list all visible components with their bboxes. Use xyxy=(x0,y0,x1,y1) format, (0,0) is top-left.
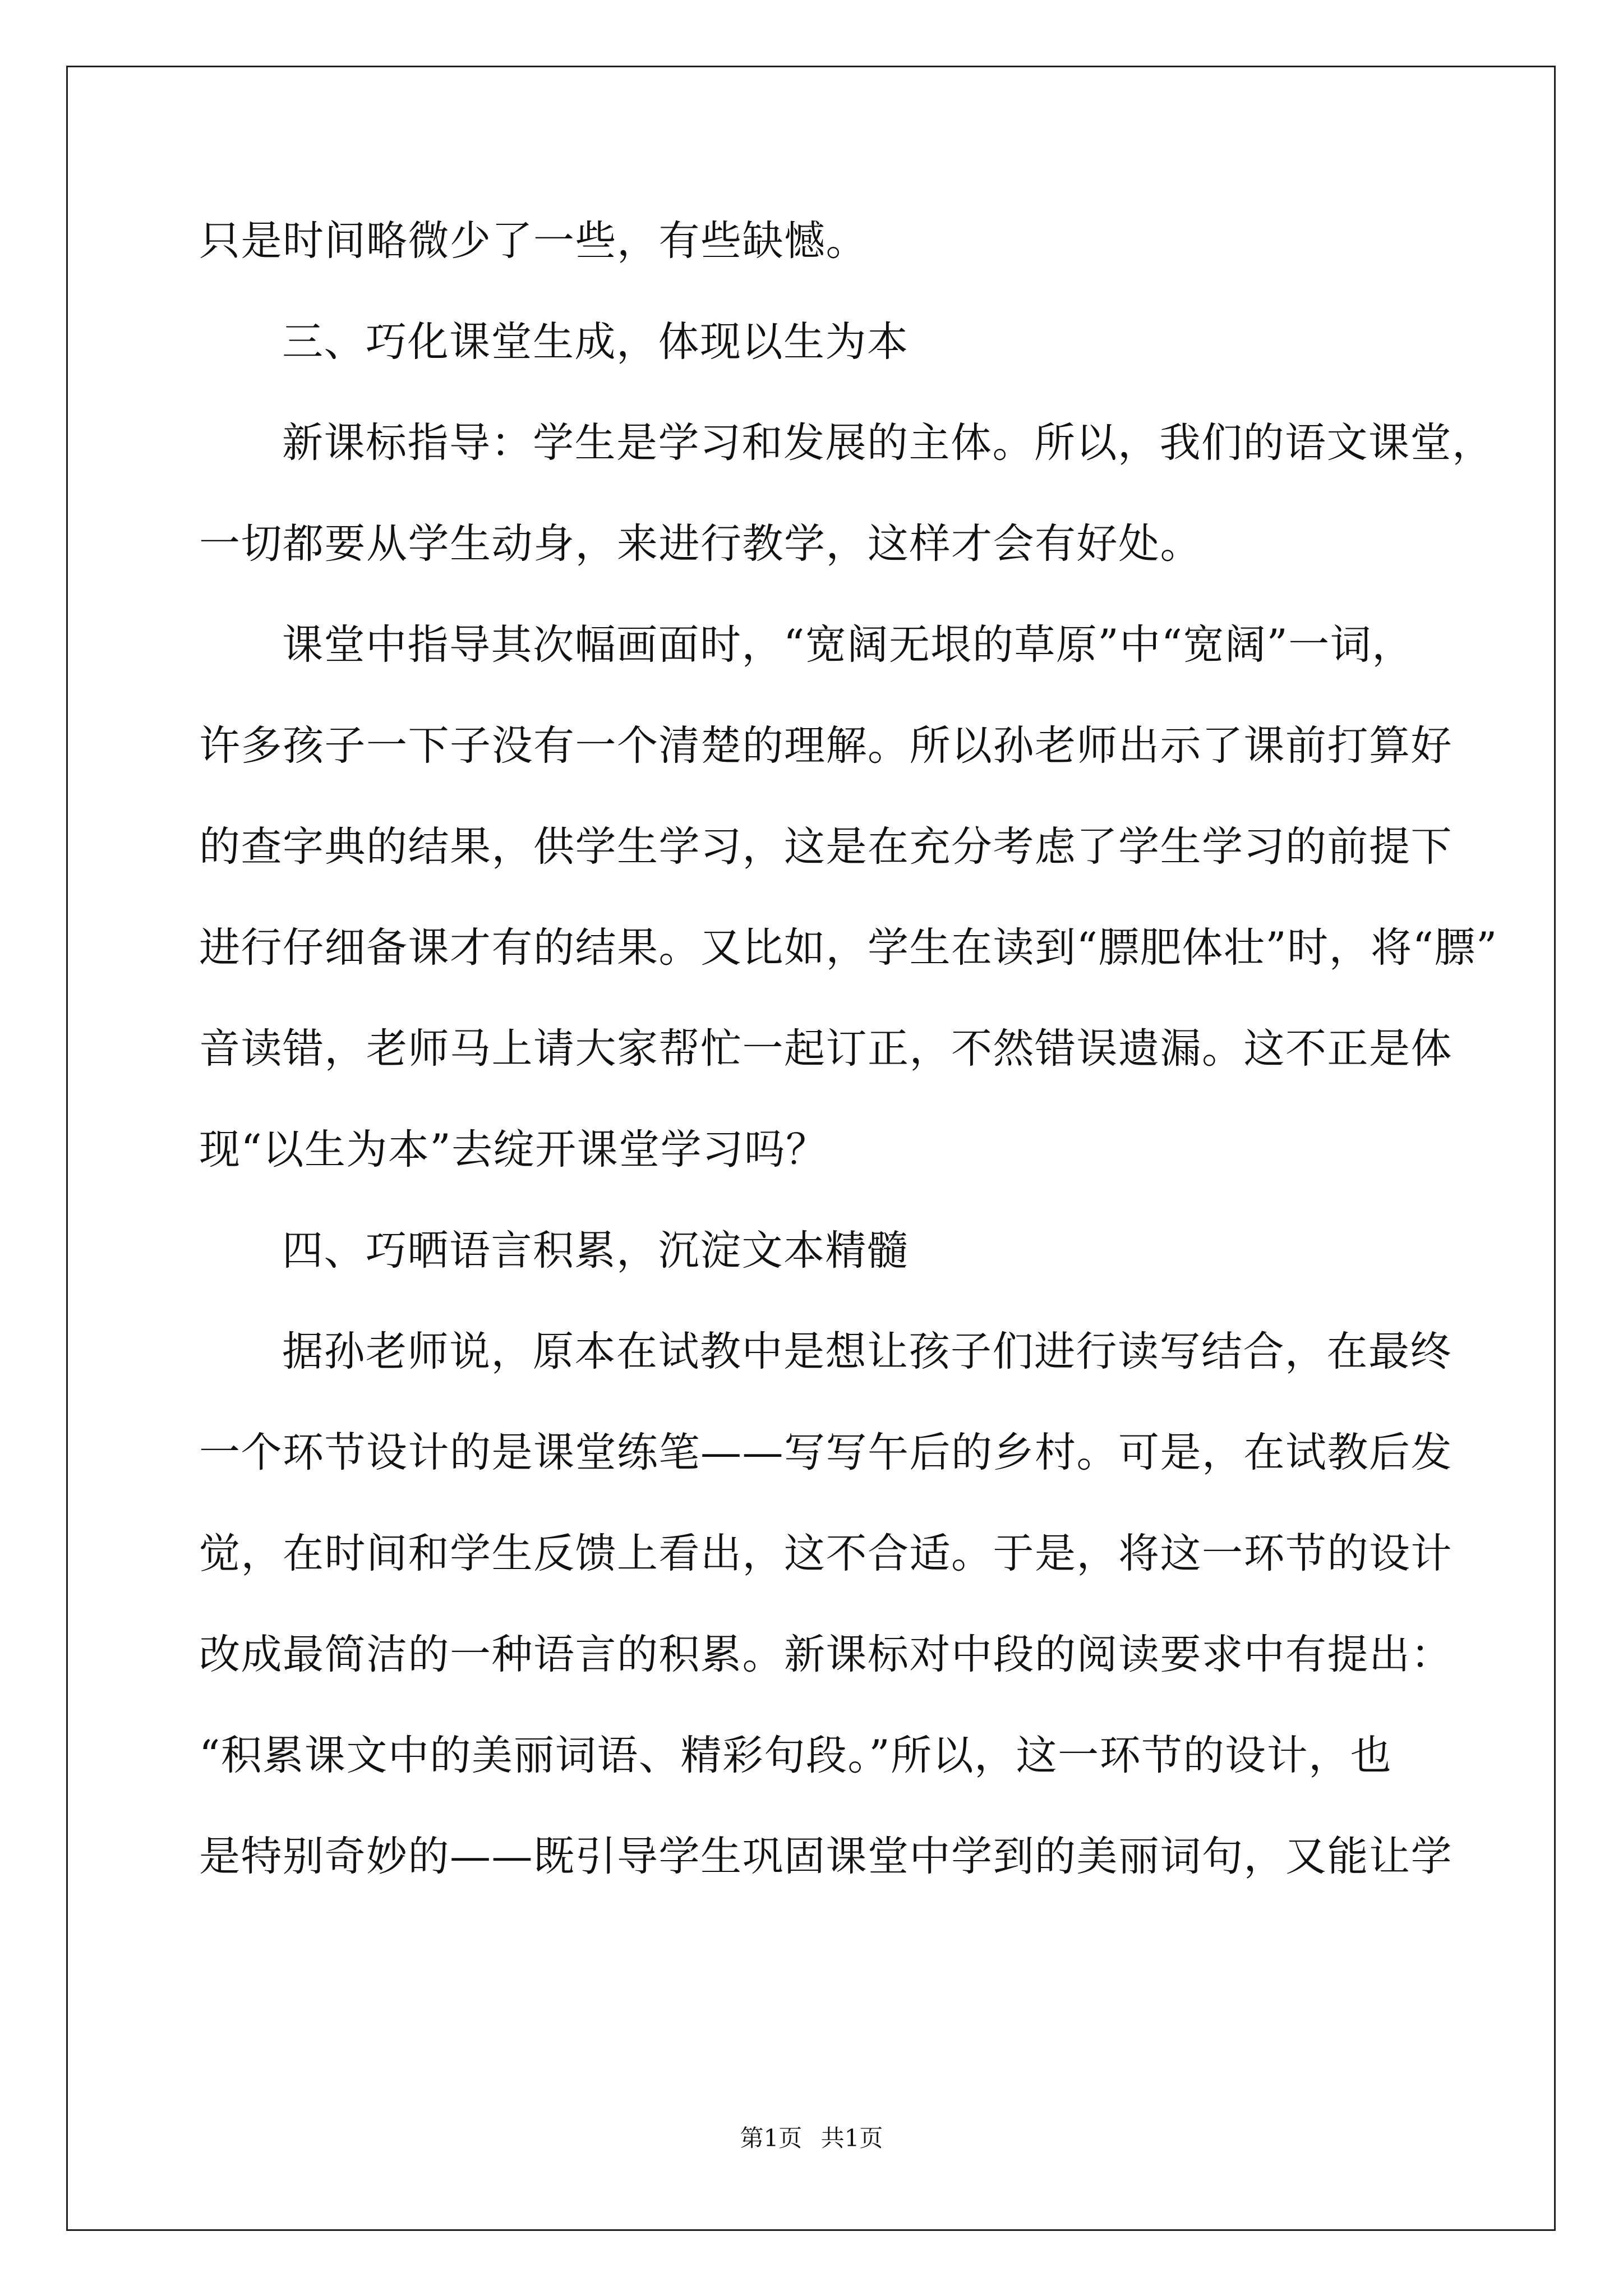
page-number-total: 共1页 xyxy=(820,2124,883,2152)
page-number-current: 第1页 xyxy=(740,2124,803,2152)
page-footer xyxy=(0,2122,1623,2155)
text-line: 据孙老师说，原本在试教中是想让孩子们进行读写结合，在最终 xyxy=(282,1328,1452,1375)
text-line: 课堂中指导其次幅画面时，“宽阔无垠的草原”中“宽阔”一词， xyxy=(282,621,1414,669)
text-line: 觉，在时间和学生反馈上看出，这不合适。于是，将这一环节的设计 xyxy=(199,1530,1453,1577)
text-line: 新课标指导：学生是学习和发展的主体。所以，我们的语文课堂， xyxy=(282,419,1494,467)
text-line: 一切都要从学生动身，来进行教学，这样才会有好处。 xyxy=(199,520,1202,568)
text-line: 进行仔细备课才有的结果。又比如，学生在读到“膘肥体壮”时，将“膘” xyxy=(199,924,1498,972)
text-line: 的查字典的结果，供学生学习，这是在充分考虑了学生学习的前提下 xyxy=(199,823,1453,871)
text-line: 是特别奇妙的——既引导学生巩固课堂中学到的美丽词句，又能让学 xyxy=(199,1833,1453,1880)
section-heading: 四、巧晒语言积累，沉淀文本精髓 xyxy=(282,1227,909,1274)
text-line: 音读错，老师马上请大家帮忙一起订正，不然错误遗漏。这不正是体 xyxy=(199,1025,1453,1073)
text-line: 改成最简洁的一种语言的积累。新课标对中段的阅读要求中有提出： xyxy=(199,1631,1453,1678)
text-line: 许多孩子一下子没有一个清楚的理解。所以孙老师出示了课前打算好 xyxy=(199,722,1453,770)
text-line: “积累课文中的美丽词语、精彩句段。”所以，这一环节的设计，也 xyxy=(199,1732,1393,1779)
section-heading: 三、巧化课堂生成，体现以生为本 xyxy=(282,318,909,366)
text-line: 现“以生为本”去绽开课堂学习吗？ xyxy=(199,1126,828,1174)
text-line: 只是时间略微少了一些，有些缺憾。 xyxy=(199,217,868,265)
text-line: 一个环节设计的是课堂练笔——写写午后的乡村。可是，在试教后发 xyxy=(199,1429,1453,1476)
